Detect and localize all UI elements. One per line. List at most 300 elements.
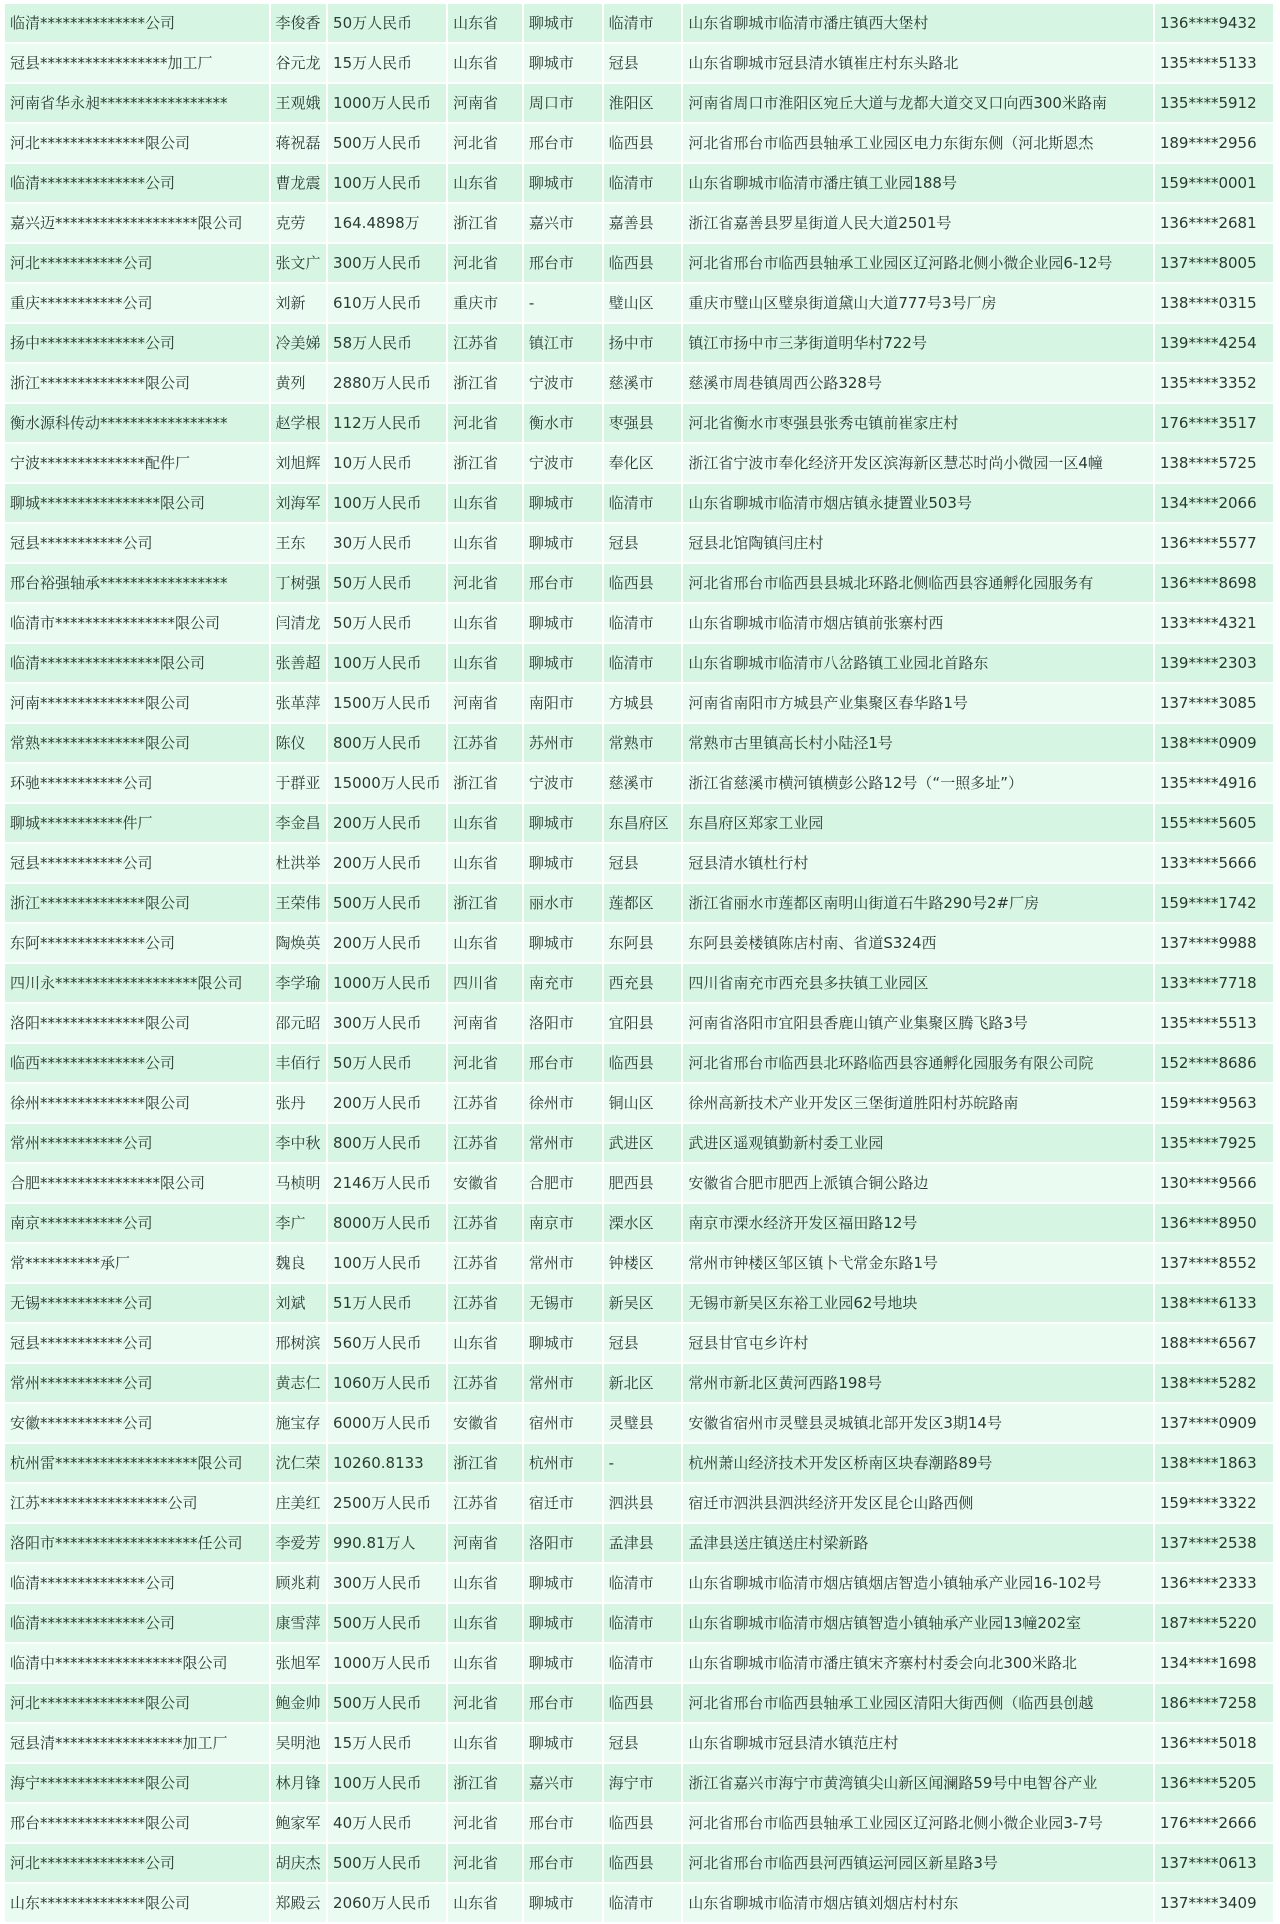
province-cell: 河南省 [448, 84, 522, 122]
address-cell: 山东省聊城市冠县清水镇崔庄村东头路北 [683, 44, 1152, 82]
address-cell: 山东省聊城市临清市烟店镇永捷置业503号 [683, 484, 1152, 522]
company-name-cell: 河北**************限公司 [5, 1684, 269, 1722]
table-row [5, 524, 1273, 562]
address-cell: 山东省聊城市临清市烟店镇智造小镇轴承产业园13幢202室 [683, 1604, 1152, 1642]
legal-person-cell: 李中秋 [271, 1124, 327, 1162]
phone-cell: 135****7925 [1155, 1124, 1273, 1162]
district-cell: 临西县 [604, 244, 682, 282]
address-cell: 浙江省宁波市奉化经济开发区滨海新区慧芯时尚小微园一区4幢 [683, 444, 1152, 482]
company-name-cell: 安徽***********公司 [5, 1404, 269, 1442]
province-cell: 山东省 [448, 1324, 522, 1362]
table-row [5, 604, 1273, 642]
phone-cell: 138****6133 [1155, 1284, 1273, 1322]
city-cell: 宁波市 [524, 364, 602, 402]
city-cell: 聊城市 [524, 844, 602, 882]
phone-cell: 189****2956 [1155, 124, 1273, 162]
address-cell: 浙江省嘉善县罗星街道人民大道2501号 [683, 204, 1152, 242]
district-cell: 肥西县 [604, 1164, 682, 1202]
legal-person-cell: 郑殿云 [271, 1884, 327, 1922]
district-cell: 临清市 [604, 604, 682, 642]
company-name-cell: 常州***********公司 [5, 1364, 269, 1402]
province-cell: 安徽省 [448, 1404, 522, 1442]
phone-cell: 134****1698 [1155, 1644, 1273, 1682]
province-cell: 河北省 [448, 1804, 522, 1842]
company-name-cell: 重庆***********公司 [5, 284, 269, 322]
province-cell: 山东省 [448, 924, 522, 962]
table-row [5, 1044, 1273, 1082]
company-name-cell: 冠县***********公司 [5, 844, 269, 882]
province-cell: 山东省 [448, 164, 522, 202]
city-cell: 衡水市 [524, 404, 602, 442]
registered-capital-cell: 500万人民币 [328, 884, 446, 922]
legal-person-cell: 康雪萍 [271, 1604, 327, 1642]
registered-capital-cell: 6000万人民币 [328, 1404, 446, 1442]
company-name-cell: 聊城***********件厂 [5, 804, 269, 842]
province-cell: 浙江省 [448, 364, 522, 402]
table-row [5, 684, 1273, 722]
phone-cell: 133****7718 [1155, 964, 1273, 1002]
city-cell: 聊城市 [524, 644, 602, 682]
registered-capital-cell: 164.4898万 [328, 204, 446, 242]
phone-cell: 137****8005 [1155, 244, 1273, 282]
phone-cell: 137****9988 [1155, 924, 1273, 962]
province-cell: 重庆市 [448, 284, 522, 322]
registered-capital-cell: 500万人民币 [328, 1844, 446, 1882]
legal-person-cell: 李爱芳 [271, 1524, 327, 1562]
company-name-cell: 常州***********公司 [5, 1124, 269, 1162]
phone-cell: 135****5513 [1155, 1004, 1273, 1042]
company-name-cell: 冠县*****************加工厂 [5, 44, 269, 82]
phone-cell: 136****8950 [1155, 1204, 1273, 1242]
registered-capital-cell: 560万人民币 [328, 1324, 446, 1362]
city-cell: 邢台市 [524, 244, 602, 282]
city-cell: 宿迁市 [524, 1484, 602, 1522]
city-cell: 聊城市 [524, 1884, 602, 1922]
district-cell: 临西县 [604, 124, 682, 162]
district-cell: 冠县 [604, 44, 682, 82]
registered-capital-cell: 100万人民币 [328, 484, 446, 522]
address-cell: 杭州萧山经济技术开发区桥南区块春潮路89号 [683, 1444, 1152, 1482]
address-cell: 河南省周口市淮阳区宛丘大道与龙都大道交叉口向西300米路南 [683, 84, 1152, 122]
table-row [5, 1284, 1273, 1322]
phone-cell: 136****2681 [1155, 204, 1273, 242]
table-row [5, 1244, 1273, 1282]
legal-person-cell: 黄列 [271, 364, 327, 402]
district-cell: 钟楼区 [604, 1244, 682, 1282]
legal-person-cell: 林月锋 [271, 1764, 327, 1802]
phone-cell: 159****0001 [1155, 164, 1273, 202]
province-cell: 山东省 [448, 44, 522, 82]
company-name-cell: 东阿**************公司 [5, 924, 269, 962]
table-row [5, 1164, 1273, 1202]
province-cell: 山东省 [448, 1724, 522, 1762]
province-cell: 江苏省 [448, 1204, 522, 1242]
company-table-container [3, 2, 1275, 1924]
address-cell: 冠县甘官屯乡许村 [683, 1324, 1152, 1362]
registered-capital-cell: 100万人民币 [328, 164, 446, 202]
company-name-cell: 扬中**************公司 [5, 324, 269, 362]
registered-capital-cell: 610万人民币 [328, 284, 446, 322]
district-cell: 扬中市 [604, 324, 682, 362]
legal-person-cell: 李俊香 [271, 4, 327, 42]
phone-cell: 133****5666 [1155, 844, 1273, 882]
legal-person-cell: 邢树滨 [271, 1324, 327, 1362]
city-cell: 邢台市 [524, 1684, 602, 1722]
table-row [5, 1004, 1273, 1042]
phone-cell: 138****5282 [1155, 1364, 1273, 1402]
company-name-cell: 邢台**************限公司 [5, 1804, 269, 1842]
table-row [5, 844, 1273, 882]
company-name-cell: 邢台裕强轴承***************** [5, 564, 269, 602]
district-cell: 慈溪市 [604, 364, 682, 402]
table-row [5, 764, 1273, 802]
city-cell: 聊城市 [524, 4, 602, 42]
registered-capital-cell: 1500万人民币 [328, 684, 446, 722]
company-name-cell: 临西**************公司 [5, 1044, 269, 1082]
company-name-cell: 临清市****************限公司 [5, 604, 269, 642]
phone-cell: 138****1863 [1155, 1444, 1273, 1482]
city-cell: 洛阳市 [524, 1004, 602, 1042]
address-cell: 河北省衡水市枣强县张秀屯镇前崔家庄村 [683, 404, 1152, 442]
district-cell: 冠县 [604, 1324, 682, 1362]
address-cell: 山东省聊城市临清市烟店镇前张寨村西 [683, 604, 1152, 642]
registered-capital-cell: 1000万人民币 [328, 964, 446, 1002]
address-cell: 山东省聊城市临清市烟店镇烟店智造小镇轴承产业园16-102号 [683, 1564, 1152, 1602]
registered-capital-cell: 58万人民币 [328, 324, 446, 362]
phone-cell: 136****5018 [1155, 1724, 1273, 1762]
table-row [5, 404, 1273, 442]
company-name-cell: 山东**************限公司 [5, 1884, 269, 1922]
city-cell: 常州市 [524, 1124, 602, 1162]
registered-capital-cell: 500万人民币 [328, 124, 446, 162]
company-name-cell: 临清**************公司 [5, 1604, 269, 1642]
district-cell: 临西县 [604, 1684, 682, 1722]
legal-person-cell: 李金昌 [271, 804, 327, 842]
company-name-cell: 河南**************限公司 [5, 684, 269, 722]
city-cell: 邢台市 [524, 1844, 602, 1882]
province-cell: 河北省 [448, 1044, 522, 1082]
province-cell: 山东省 [448, 604, 522, 642]
registered-capital-cell: 500万人民币 [328, 1604, 446, 1642]
table-row [5, 484, 1273, 522]
address-cell: 武进区遥观镇勤新村委工业园 [683, 1124, 1152, 1162]
legal-person-cell: 冷美娣 [271, 324, 327, 362]
province-cell: 浙江省 [448, 204, 522, 242]
company-name-cell: 合肥****************限公司 [5, 1164, 269, 1202]
legal-person-cell: 马桢明 [271, 1164, 327, 1202]
legal-person-cell: 刘海军 [271, 484, 327, 522]
district-cell: 莲都区 [604, 884, 682, 922]
legal-person-cell: 胡庆杰 [271, 1844, 327, 1882]
province-cell: 河南省 [448, 1524, 522, 1562]
company-name-cell: 江苏*****************公司 [5, 1484, 269, 1522]
address-cell: 南京市溧水经济开发区福田路12号 [683, 1204, 1152, 1242]
city-cell: 宁波市 [524, 444, 602, 482]
registered-capital-cell: 10万人民币 [328, 444, 446, 482]
company-name-cell: 河北**************限公司 [5, 124, 269, 162]
registered-capital-cell: 200万人民币 [328, 924, 446, 962]
district-cell: 泗洪县 [604, 1484, 682, 1522]
legal-person-cell: 曹龙震 [271, 164, 327, 202]
city-cell: 无锡市 [524, 1284, 602, 1322]
phone-cell: 135****4916 [1155, 764, 1273, 802]
company-name-cell: 四川永*******************限公司 [5, 964, 269, 1002]
registered-capital-cell: 2880万人民币 [328, 364, 446, 402]
address-cell: 常州市新北区黄河西路198号 [683, 1364, 1152, 1402]
legal-person-cell: 顾兆莉 [271, 1564, 327, 1602]
city-cell: 合肥市 [524, 1164, 602, 1202]
company-name-cell: 常**********承厂 [5, 1244, 269, 1282]
registered-capital-cell: 2500万人民币 [328, 1484, 446, 1522]
table-row [5, 644, 1273, 682]
legal-person-cell: 张革萍 [271, 684, 327, 722]
address-cell: 河南省洛阳市宜阳县香鹿山镇产业集聚区腾飞路3号 [683, 1004, 1152, 1042]
city-cell: 聊城市 [524, 484, 602, 522]
province-cell: 河北省 [448, 1844, 522, 1882]
province-cell: 浙江省 [448, 884, 522, 922]
phone-cell: 159****3322 [1155, 1484, 1273, 1522]
company-name-cell: 冠县***********公司 [5, 524, 269, 562]
company-name-cell: 杭州雷*******************限公司 [5, 1444, 269, 1482]
phone-cell: 136****2333 [1155, 1564, 1273, 1602]
district-cell: 溧水区 [604, 1204, 682, 1242]
province-cell: 江苏省 [448, 1244, 522, 1282]
legal-person-cell: 王荣伟 [271, 884, 327, 922]
table-row [5, 1804, 1273, 1842]
phone-cell: 138****0315 [1155, 284, 1273, 322]
province-cell: 浙江省 [448, 1444, 522, 1482]
registered-capital-cell: 15万人民币 [328, 1724, 446, 1762]
table-row [5, 1684, 1273, 1722]
province-cell: 山东省 [448, 524, 522, 562]
registered-capital-cell: 50万人民币 [328, 1044, 446, 1082]
registered-capital-cell: 2060万人民币 [328, 1884, 446, 1922]
phone-cell: 136****5205 [1155, 1764, 1273, 1802]
address-cell: 镇江市扬中市三茅街道明华村722号 [683, 324, 1152, 362]
legal-person-cell: 鲍金帅 [271, 1684, 327, 1722]
district-cell: 西充县 [604, 964, 682, 1002]
phone-cell: 137****2538 [1155, 1524, 1273, 1562]
province-cell: 浙江省 [448, 764, 522, 802]
province-cell: 山东省 [448, 1564, 522, 1602]
province-cell: 山东省 [448, 1604, 522, 1642]
company-name-cell: 无锡***********公司 [5, 1284, 269, 1322]
company-name-cell: 临清中*****************限公司 [5, 1644, 269, 1682]
district-cell: 淮阳区 [604, 84, 682, 122]
registered-capital-cell: 300万人民币 [328, 1564, 446, 1602]
legal-person-cell: 刘新 [271, 284, 327, 322]
province-cell: 河北省 [448, 244, 522, 282]
table-row [5, 724, 1273, 762]
province-cell: 江苏省 [448, 1364, 522, 1402]
city-cell: 周口市 [524, 84, 602, 122]
registered-capital-cell: 50万人民币 [328, 4, 446, 42]
registered-capital-cell: 15000万人民币 [328, 764, 446, 802]
district-cell: 冠县 [604, 844, 682, 882]
table-row [5, 4, 1273, 42]
province-cell: 山东省 [448, 644, 522, 682]
registered-capital-cell: 800万人民币 [328, 724, 446, 762]
city-cell: 镇江市 [524, 324, 602, 362]
legal-person-cell: 杜洪举 [271, 844, 327, 882]
legal-person-cell: 张丹 [271, 1084, 327, 1122]
address-cell: 山东省聊城市临清市潘庄镇宋齐寨村村委会向北300米路北 [683, 1644, 1152, 1682]
phone-cell: 159****9563 [1155, 1084, 1273, 1122]
district-cell: 临西县 [604, 1844, 682, 1882]
address-cell: 山东省聊城市临清市潘庄镇西大堡村 [683, 4, 1152, 42]
city-cell: 邢台市 [524, 564, 602, 602]
city-cell: 邢台市 [524, 1804, 602, 1842]
address-cell: 河北省邢台市临西县轴承工业园区电力东街东侧（河北斯恩杰 [683, 124, 1152, 162]
registered-capital-cell: 10260.8133 [328, 1444, 446, 1482]
registered-capital-cell: 300万人民币 [328, 244, 446, 282]
city-cell: 宁波市 [524, 764, 602, 802]
district-cell: 孟津县 [604, 1524, 682, 1562]
company-name-cell: 嘉兴迈*******************限公司 [5, 204, 269, 242]
phone-cell: 136****8698 [1155, 564, 1273, 602]
city-cell: 聊城市 [524, 524, 602, 562]
legal-person-cell: 刘旭辉 [271, 444, 327, 482]
province-cell: 浙江省 [448, 444, 522, 482]
phone-cell: 138****5725 [1155, 444, 1273, 482]
legal-person-cell: 闫清龙 [271, 604, 327, 642]
district-cell: 临清市 [604, 164, 682, 202]
city-cell: 洛阳市 [524, 1524, 602, 1562]
city-cell: 聊城市 [524, 1604, 602, 1642]
registered-capital-cell: 300万人民币 [328, 1004, 446, 1042]
district-cell: 临西县 [604, 1044, 682, 1082]
city-cell: 南阳市 [524, 684, 602, 722]
province-cell: 山东省 [448, 1644, 522, 1682]
company-name-cell: 冠县清*****************加工厂 [5, 1724, 269, 1762]
legal-person-cell: 克劳 [271, 204, 327, 242]
address-cell: 山东省聊城市临清市潘庄镇工业园188号 [683, 164, 1152, 202]
registered-capital-cell: 990.81万人 [328, 1524, 446, 1562]
phone-cell: 138****0909 [1155, 724, 1273, 762]
district-cell: 新吴区 [604, 1284, 682, 1322]
legal-person-cell: 鲍家军 [271, 1804, 327, 1842]
phone-cell: 187****5220 [1155, 1604, 1273, 1642]
city-cell: 嘉兴市 [524, 204, 602, 242]
district-cell: 东昌府区 [604, 804, 682, 842]
registered-capital-cell: 112万人民币 [328, 404, 446, 442]
company-name-cell: 洛阳市*******************任公司 [5, 1524, 269, 1562]
district-cell: 临清市 [604, 4, 682, 42]
legal-person-cell: 施宝存 [271, 1404, 327, 1442]
table-row [5, 284, 1273, 322]
city-cell: 聊城市 [524, 164, 602, 202]
table-row [5, 1484, 1273, 1522]
legal-person-cell: 庄美红 [271, 1484, 327, 1522]
province-cell: 山东省 [448, 1884, 522, 1922]
table-row [5, 364, 1273, 402]
address-cell: 山东省聊城市冠县清水镇范庄村 [683, 1724, 1152, 1762]
province-cell: 河北省 [448, 404, 522, 442]
province-cell: 河南省 [448, 1004, 522, 1042]
city-cell: 徐州市 [524, 1084, 602, 1122]
legal-person-cell: 刘斌 [271, 1284, 327, 1322]
address-cell: 孟津县送庄镇送庄村梁新路 [683, 1524, 1152, 1562]
district-cell: 慈溪市 [604, 764, 682, 802]
city-cell: 邢台市 [524, 124, 602, 162]
address-cell: 慈溪市周巷镇周西公路328号 [683, 364, 1152, 402]
district-cell: 新北区 [604, 1364, 682, 1402]
city-cell: - [524, 284, 602, 322]
company-name-cell: 浙江**************限公司 [5, 884, 269, 922]
phone-cell: 139****2303 [1155, 644, 1273, 682]
address-cell: 山东省聊城市临清市烟店镇刘烟店村村东 [683, 1884, 1152, 1922]
company-table [3, 2, 1275, 1924]
table-row [5, 1204, 1273, 1242]
city-cell: 丽水市 [524, 884, 602, 922]
district-cell: 方城县 [604, 684, 682, 722]
legal-person-cell: 丁树强 [271, 564, 327, 602]
legal-person-cell: 沈仁荣 [271, 1444, 327, 1482]
address-cell: 浙江省慈溪市横河镇横彭公路12号（“一照多址”） [683, 764, 1152, 802]
table-row [5, 884, 1273, 922]
registered-capital-cell: 2146万人民币 [328, 1164, 446, 1202]
registered-capital-cell: 800万人民币 [328, 1124, 446, 1162]
company-name-cell: 宁波**************配件厂 [5, 444, 269, 482]
phone-cell: 135****5912 [1155, 84, 1273, 122]
legal-person-cell: 王观娥 [271, 84, 327, 122]
table-row [5, 164, 1273, 202]
table-row [5, 1404, 1273, 1442]
city-cell: 聊城市 [524, 924, 602, 962]
phone-cell: 188****6567 [1155, 1324, 1273, 1362]
company-name-cell: 河南省华永昶***************** [5, 84, 269, 122]
legal-person-cell: 陶焕英 [271, 924, 327, 962]
table-row [5, 444, 1273, 482]
table-row [5, 84, 1273, 122]
address-cell: 浙江省嘉兴市海宁市黄湾镇尖山新区闻澜路59号中电智谷产业 [683, 1764, 1152, 1802]
legal-person-cell: 黄志仁 [271, 1364, 327, 1402]
province-cell: 河北省 [448, 124, 522, 162]
legal-person-cell: 魏良 [271, 1244, 327, 1282]
registered-capital-cell: 500万人民币 [328, 1684, 446, 1722]
table-row [5, 324, 1273, 362]
address-cell: 东昌府区郑家工业园 [683, 804, 1152, 842]
phone-cell: 133****4321 [1155, 604, 1273, 642]
table-row [5, 1644, 1273, 1682]
company-name-cell: 临清**************公司 [5, 164, 269, 202]
city-cell: 聊城市 [524, 1324, 602, 1362]
province-cell: 河南省 [448, 684, 522, 722]
phone-cell: 137****3409 [1155, 1884, 1273, 1922]
province-cell: 江苏省 [448, 1484, 522, 1522]
company-name-cell: 聊城****************限公司 [5, 484, 269, 522]
table-row [5, 1564, 1273, 1602]
legal-person-cell: 李广 [271, 1204, 327, 1242]
registered-capital-cell: 200万人民币 [328, 844, 446, 882]
province-cell: 山东省 [448, 804, 522, 842]
registered-capital-cell: 100万人民币 [328, 644, 446, 682]
company-name-cell: 南京***********公司 [5, 1204, 269, 1242]
address-cell: 河北省邢台市临西县河西镇运河园区新星路3号 [683, 1844, 1152, 1882]
table-row [5, 1324, 1273, 1362]
address-cell: 河北省邢台市临西县轴承工业园区辽河路北侧小微企业园6-12号 [683, 244, 1152, 282]
phone-cell: 152****8686 [1155, 1044, 1273, 1082]
phone-cell: 137****0909 [1155, 1404, 1273, 1442]
address-cell: 河北省邢台市临西县轴承工业园区清阳大街西侧（临西县创越 [683, 1684, 1152, 1722]
address-cell: 重庆市璧山区璧泉街道黛山大道777号3号厂房 [683, 284, 1152, 322]
address-cell: 河北省邢台市临西县北环路临西县容通孵化园服务有限公司院 [683, 1044, 1152, 1082]
table-row [5, 564, 1273, 602]
province-cell: 河北省 [448, 564, 522, 602]
table-row [5, 1764, 1273, 1802]
district-cell: - [604, 1444, 682, 1482]
registered-capital-cell: 8000万人民币 [328, 1204, 446, 1242]
